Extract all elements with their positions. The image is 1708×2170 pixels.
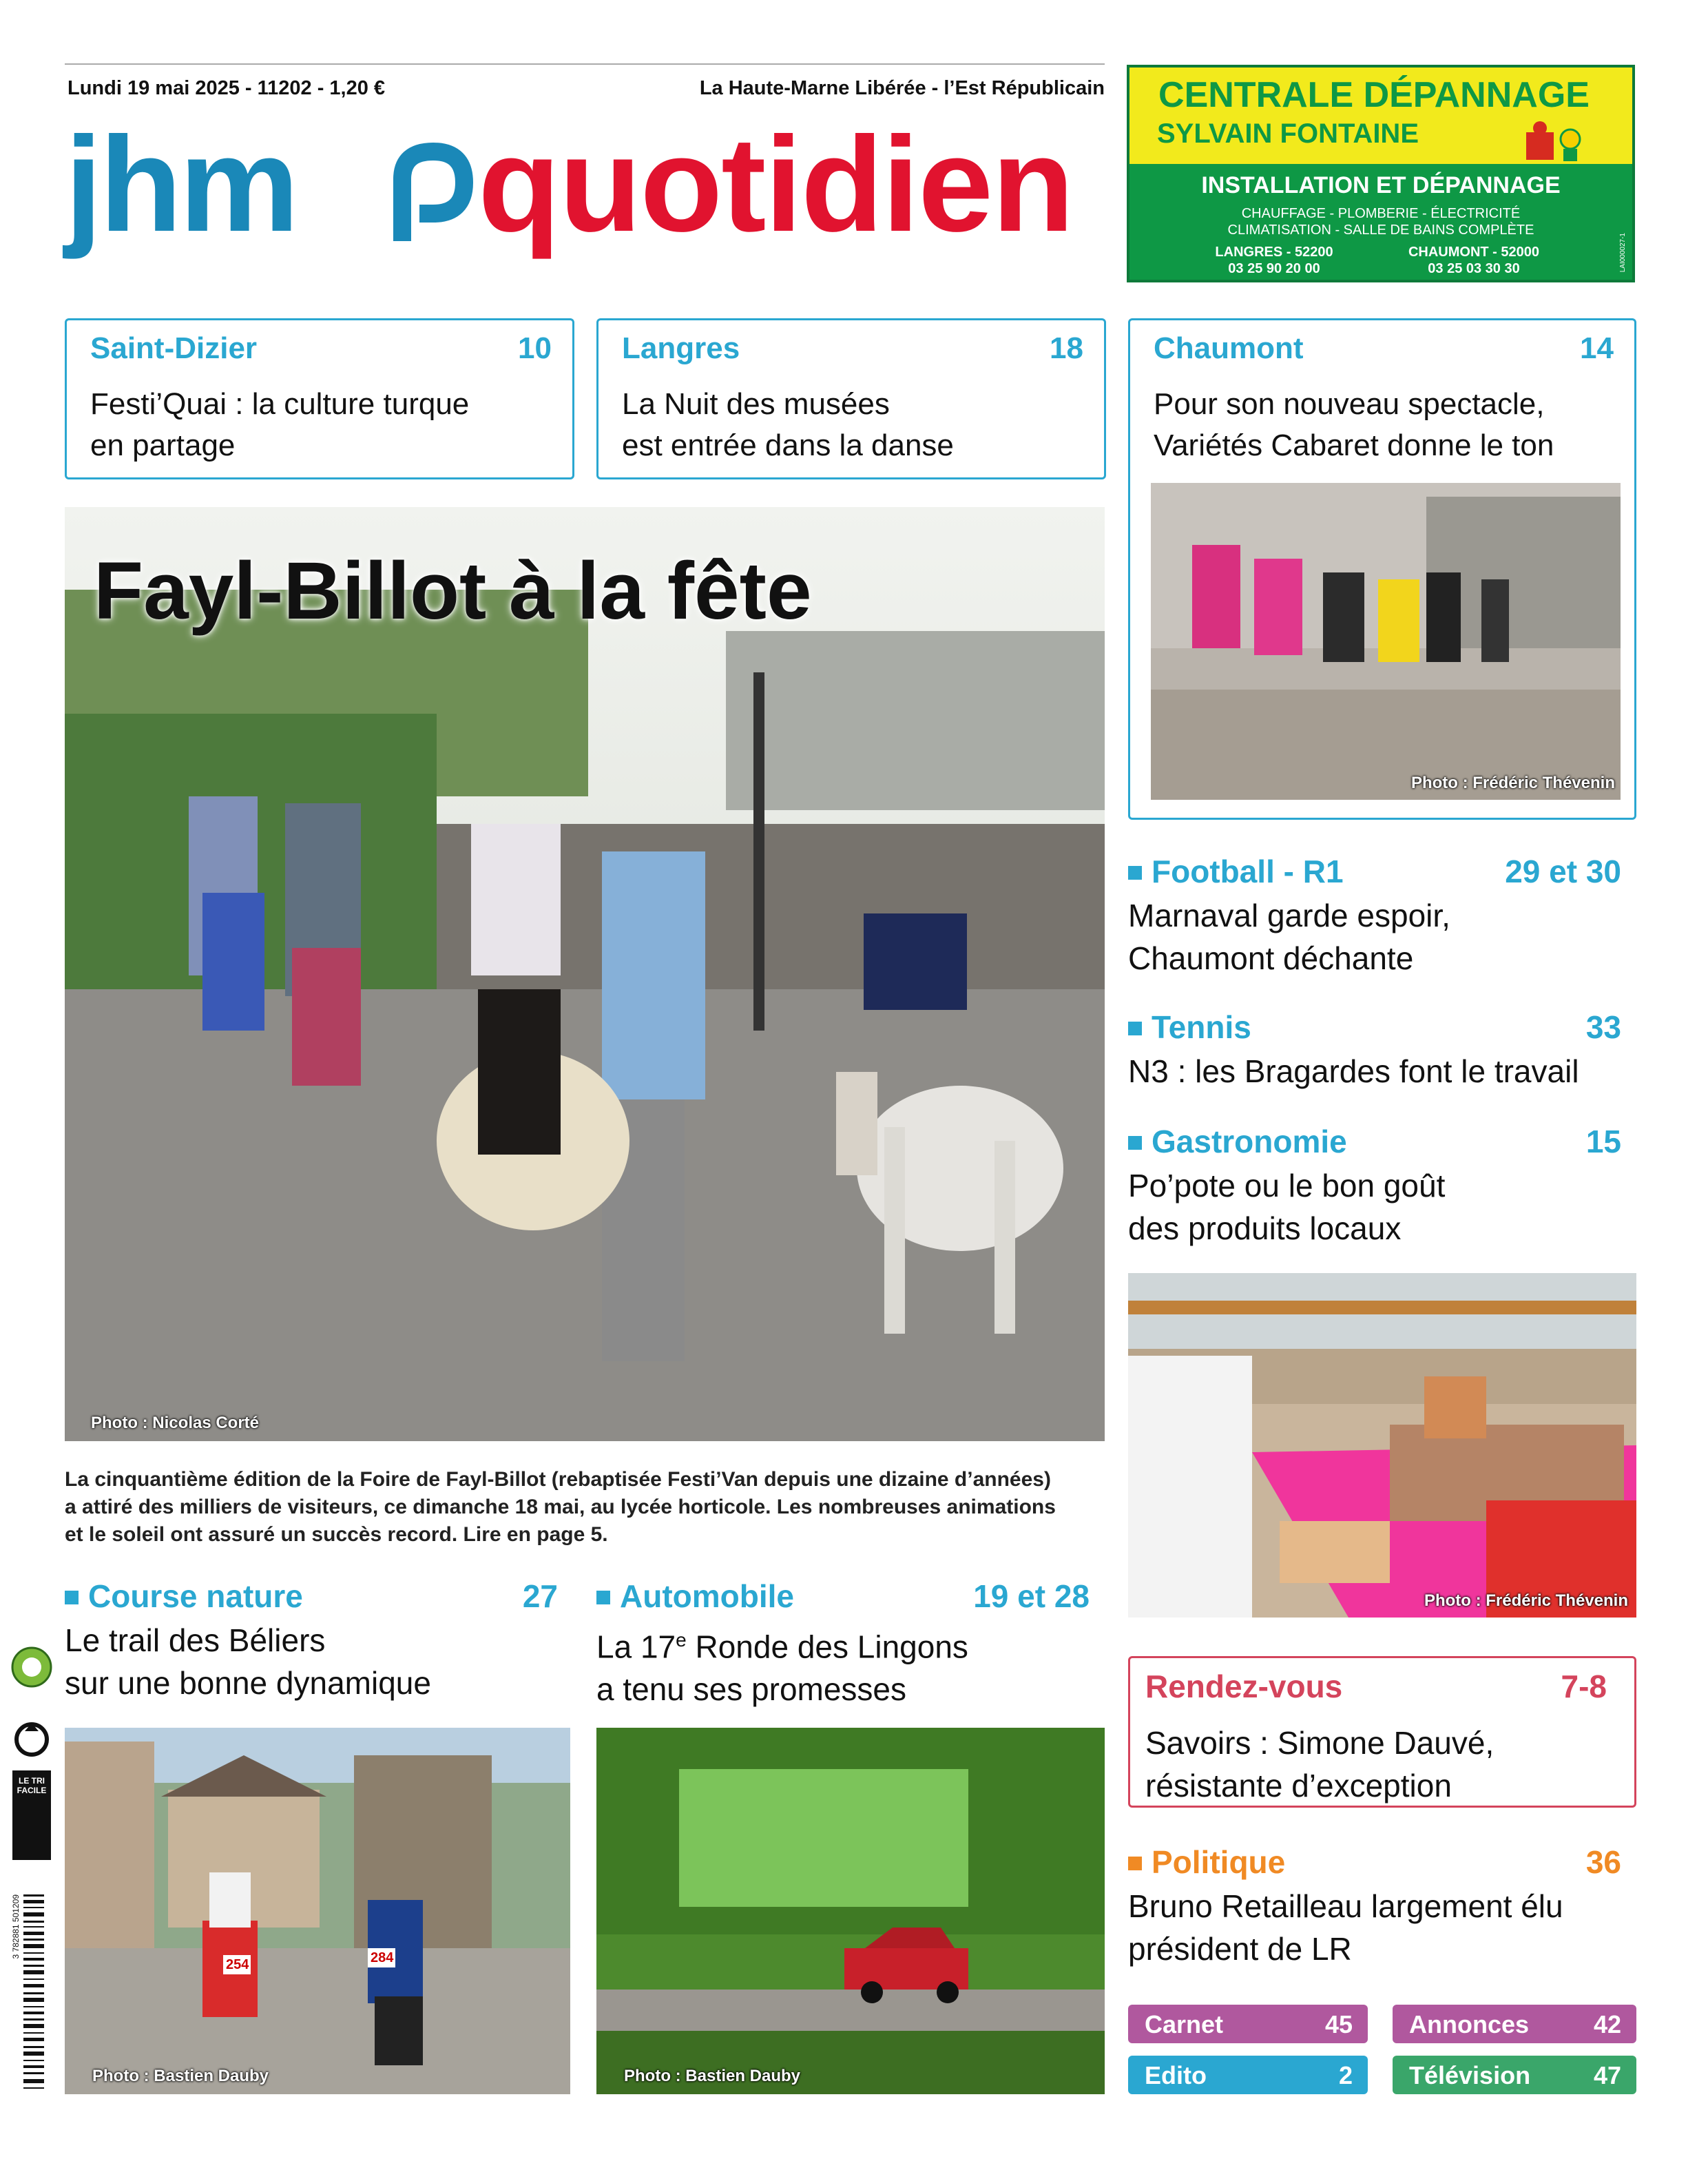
teaser-headline: Savoirs : Simone Dauvé, résistante d’exception xyxy=(1145,1725,1494,1804)
page-number: 15 xyxy=(1585,1124,1621,1159)
photo-credit: Photo : Nicolas Corté xyxy=(91,1414,260,1432)
teaser-football[interactable] xyxy=(1128,853,1621,980)
page-number: 7-8 xyxy=(1561,1668,1607,1704)
index-television[interactable]: Télévision 47 xyxy=(1393,2056,1636,2094)
teaser-headline: La Nuit des musées est entrée dans la danse xyxy=(622,387,954,462)
recycle-icon xyxy=(10,1719,54,1760)
teaser-headline: Festi’Quai : la culture turque en partage xyxy=(90,387,470,462)
teaser-langres[interactable] xyxy=(596,318,1106,479)
ad-langres: LANGRES - 52200 03 25 90 20 00 xyxy=(1215,245,1333,276)
photo-credit: Photo : Bastien Dauby xyxy=(624,2067,801,2085)
editions-line: La Haute-Marne Libérée - l’Est Républicain xyxy=(699,77,1105,99)
ad-title: CENTRALE DÉPANNAGE xyxy=(1158,75,1590,115)
bullet-icon xyxy=(1128,1857,1142,1870)
ad-code: LAI000027-1 xyxy=(1619,233,1627,273)
page-number: 36 xyxy=(1585,1844,1621,1880)
trail-photo[interactable] xyxy=(65,1728,570,2094)
teaser-headline: Po’pote ou le bon goût des produits locaux xyxy=(1128,1168,1446,1246)
teaser-tennis[interactable] xyxy=(1128,1009,1621,1093)
ad-subtitle: SYLVAIN FONTAINE xyxy=(1157,118,1419,149)
teaser-chaumont[interactable] xyxy=(1128,318,1636,820)
photo-credit: Photo : Frédéric Thévenin xyxy=(1410,774,1615,792)
gastronomie-photo[interactable] xyxy=(1128,1273,1636,1618)
main-photo[interactable] xyxy=(65,507,1105,1441)
bullet-icon xyxy=(65,1591,79,1604)
header-rule xyxy=(65,63,1105,65)
imprimvert-icon xyxy=(10,1640,54,1715)
teaser-headline: Pour son nouveau spectacle, Variétés Cabaret donne le ton xyxy=(1154,387,1554,462)
cabaret-dancers-image xyxy=(1151,483,1621,800)
page-number: 33 xyxy=(1585,1009,1621,1045)
rally-photo[interactable] xyxy=(596,1728,1105,2094)
teaser-automobile[interactable] xyxy=(596,1578,1090,1711)
market-stand-image xyxy=(1128,1273,1636,1618)
teaser-rendezvous[interactable] xyxy=(1128,1656,1636,1808)
teaser-headline: Bruno Retailleau largement élu président de LR xyxy=(1128,1888,1563,1967)
teaser-headline: La 17e Ronde des Lingons a tenu ses promesses xyxy=(596,1629,968,1708)
section-label: Langres xyxy=(622,331,740,365)
barcode xyxy=(12,1888,47,2094)
cabaret-photo[interactable] xyxy=(1151,483,1621,800)
teaser-gastronomie[interactable] xyxy=(1128,1123,1621,1250)
teaser-headline: N3 : les Bragardes font le travail xyxy=(1128,1053,1579,1089)
main-headline[interactable]: Fayl-Billot à la fête xyxy=(94,546,812,637)
trail-runners-image xyxy=(65,1728,570,2094)
bullet-icon xyxy=(1128,1136,1142,1150)
bib-number: 284 xyxy=(371,1950,394,1965)
page-number: 18 xyxy=(1050,331,1083,365)
ad-mascot-icon xyxy=(1515,118,1591,164)
bullet-icon xyxy=(596,1591,610,1604)
bib-number: 254 xyxy=(226,1957,249,1972)
bullet-icon xyxy=(1128,1022,1142,1035)
teaser-politique[interactable] xyxy=(1128,1843,1621,1970)
teaser-course-nature[interactable] xyxy=(65,1578,558,1704)
section-label: Course nature xyxy=(65,1578,558,1615)
dateline: Lundi 19 mai 2025 - 11202 - 1,20 € xyxy=(67,77,386,99)
rally-car-image xyxy=(596,1728,1105,2094)
ad-services: CHAUFFAGE - PLOMBERIE - ÉLECTRICITÉ CLIMATISATION - SALLE DE BAINS COMPLÈTE xyxy=(1227,206,1534,238)
main-caption: La cinquantième édition de la Foire de Fayl-Billot (rebaptisée Festi’Van depuis une dizaine d’années) a attiré des milliers de visiteurs, ce dimanche 18 mai, au lycée horticole. Les nombreuses animations et le soleil ont assuré un succès record. Lire en page 5. xyxy=(65,1468,1056,1546)
section-label: Football - R1 xyxy=(1128,853,1621,890)
barcode-digits: 3 782881 501209 xyxy=(11,1894,21,1959)
masthead-logo[interactable] xyxy=(65,109,1105,282)
teaser-headline: Le trail des Béliers sur une bonne dynamique xyxy=(65,1622,431,1701)
tri-facile-badge: LE TRI FACILE xyxy=(12,1770,51,1860)
index-carnet[interactable]: Carnet 45 xyxy=(1128,2005,1368,2043)
page-number: 27 xyxy=(522,1578,558,1614)
logo-quotidien: quotidien xyxy=(478,109,1073,260)
section-label: Rendez-vous xyxy=(1145,1668,1343,1704)
index-edito[interactable]: Edito 2 xyxy=(1128,2056,1368,2094)
section-label: Gastronomie xyxy=(1128,1123,1621,1160)
logo-mark-icon xyxy=(388,138,478,248)
section-label: Tennis xyxy=(1128,1009,1621,1046)
page-number: 19 et 28 xyxy=(973,1578,1090,1614)
ad-chaumont: CHAUMONT - 52000 03 25 03 30 30 xyxy=(1408,245,1540,276)
index-annonces[interactable]: Annonces 42 xyxy=(1393,2005,1636,2043)
advert-centrale-depannage[interactable] xyxy=(1127,65,1635,282)
foire-ponies-image xyxy=(65,507,1105,1441)
section-label: Saint-Dizier xyxy=(90,331,258,365)
page-number: 10 xyxy=(518,331,552,365)
teaser-saint-dizier[interactable] xyxy=(65,318,574,479)
section-label: Politique xyxy=(1128,1843,1621,1881)
bullet-icon xyxy=(1128,866,1142,880)
logo-jhm: jhm xyxy=(65,109,297,260)
ad-service-title: INSTALLATION ET DÉPANNAGE xyxy=(1201,172,1561,198)
photo-credit: Photo : Frédéric Thévenin xyxy=(1424,1591,1628,1610)
page-number: 29 et 30 xyxy=(1505,854,1621,889)
teaser-headline: Marnaval garde espoir, Chaumont déchante xyxy=(1128,898,1450,976)
section-label: Automobile xyxy=(596,1578,1090,1615)
photo-credit: Photo : Bastien Dauby xyxy=(92,2067,269,2085)
page-number: 14 xyxy=(1580,331,1614,365)
section-label: Chaumont xyxy=(1154,331,1304,365)
